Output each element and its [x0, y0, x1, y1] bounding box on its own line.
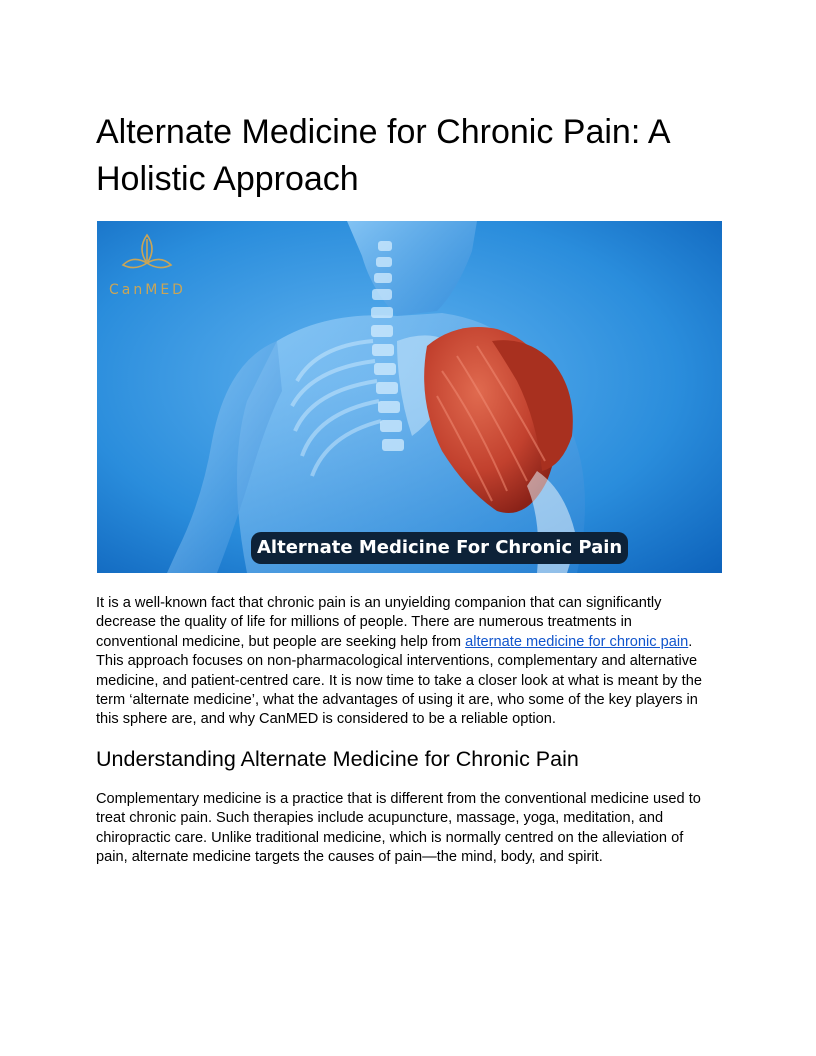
alternate-medicine-link[interactable]: alternate medicine for chronic pain — [465, 633, 689, 650]
image-banner: Alternate Medicine For Chronic Pain — [251, 532, 628, 564]
canmed-logo-text: CanMED — [109, 282, 186, 298]
section-paragraph: Complementary medicine is a practice that is different from the conventional medicine used to treat chronic pain. Such therapies include acupuncture, massage, yoga, meditation, and chiropractic care. Unlike traditional medicine, which is normally centred on the alleviation of pain, alternate medicine targets the causes of pain—the mind, body, and spirit. — [96, 791, 701, 866]
hero-image — [97, 221, 722, 573]
intro-paragraph — [96, 594, 716, 730]
section-heading: Understanding Alternate Medicine for Chronic Pain — [96, 747, 579, 771]
intro-text-after-link: . This approach focuses on non-pharmacological interventions, complementary and alternative medicine, and patient-centred care. It is now time to take a closer look at what is meant by the term ‘alternate medicine’, what the advantages of using it are, who some of the key players in this sphere are, and why CanMED is considered to be a reliable option. — [96, 633, 702, 728]
page-title: Alternate Medicine for Chronic Pain: A Holistic Approach — [96, 113, 669, 198]
intro-text-before-link: It is a well-known fact that chronic pain is an unyielding companion that can significantly decrease the quality of life for millions of people. There are numerous treatments in conventional medicine, but people are seeking help from — [96, 595, 662, 650]
anatomy-illustration — [97, 221, 722, 573]
